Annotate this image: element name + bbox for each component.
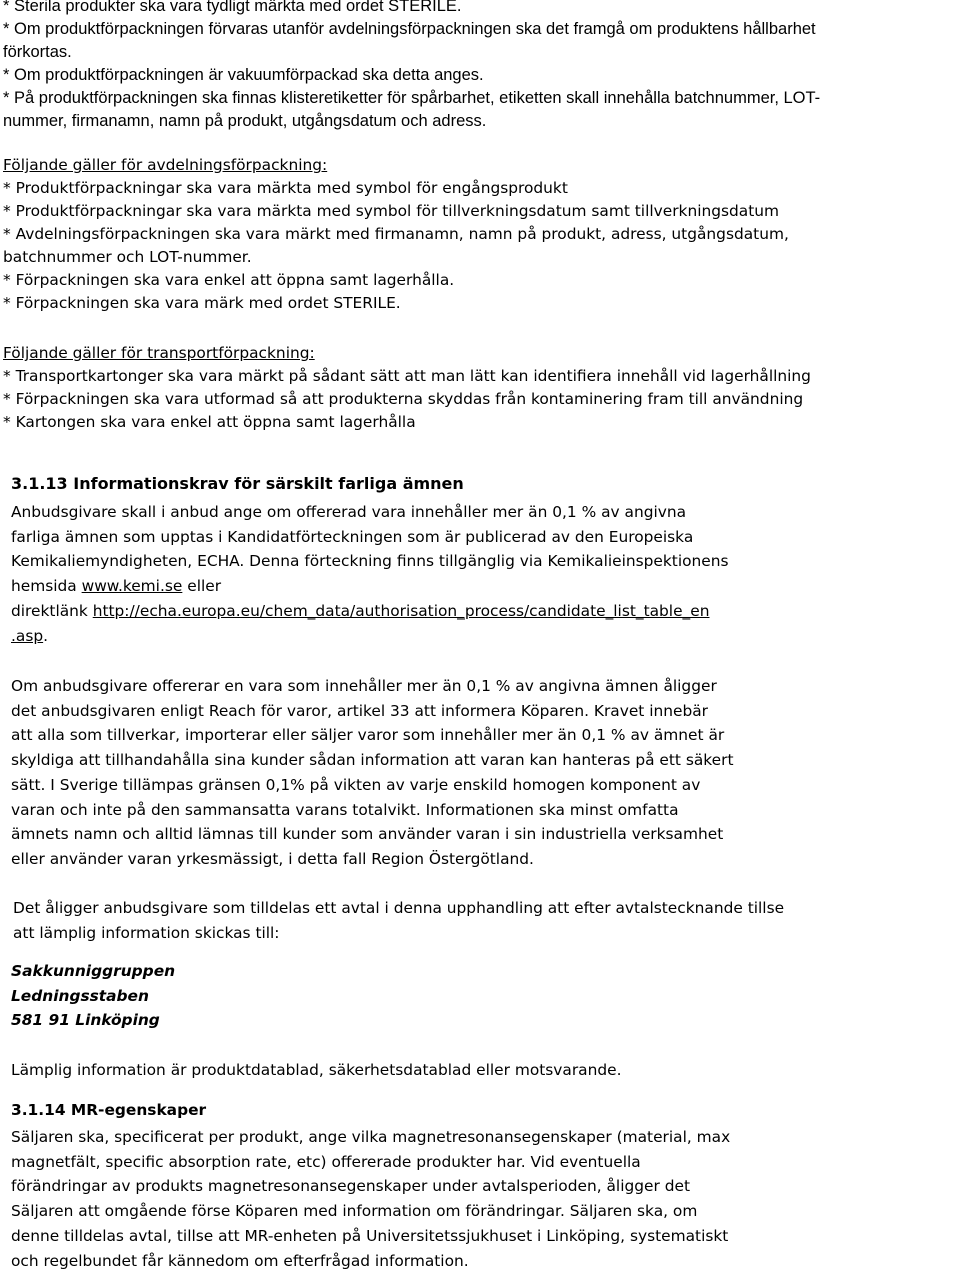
list-item: * Sterila produkter ska vara tydligt märkta med ordet STERILE. bbox=[3, 0, 462, 15]
list-item: * Förpackningen ska vara utformad så att produkterna skyddas från kontaminering fram till användning bbox=[3, 390, 804, 408]
echa-link[interactable]: http://echa.europa.eu/chem_data/authorisation_process/candidate_list_table_en bbox=[92, 601, 710, 620]
list-item: * Om produktförpackningen är vakuumförpackad ska detta anges. bbox=[3, 66, 484, 84]
recipient-address bbox=[11, 959, 175, 1033]
section-3114-heading: 3.1.14 MR-egenskaper bbox=[11, 1101, 207, 1119]
paragraph-line: farliga ämnen som upptas i Kandidatförteckningen som är publicerad av den Europeiska bbox=[11, 527, 694, 546]
paragraph-line: det anbudsgivaren enligt Reach för varor, artikel 33 att informera Köparen. Kravet innebär bbox=[11, 701, 708, 720]
paragraph-line bbox=[11, 599, 729, 624]
text: eller bbox=[182, 577, 222, 596]
packaging-requirements-list bbox=[3, 0, 820, 133]
paragraph-line: förändringar av produkts magnetresonansegenskaper under avtalsperioden, åligger det bbox=[11, 1177, 690, 1196]
section-3113-paragraph-2 bbox=[11, 674, 734, 872]
paragraph-line: sätt. I Sverige tillämpas gränsen 0,1% på vikten av varje enskild homogen komponent av bbox=[11, 775, 701, 794]
paragraph-line: denne tilldelas avtal, tillse att MR-enheten på Universitetssjukhuset i Linköping, systematiskt bbox=[11, 1226, 729, 1245]
echa-link-continued[interactable]: .asp bbox=[11, 626, 44, 645]
section-heading: Följande gäller för avdelningsförpackning: bbox=[3, 156, 328, 174]
list-item: * Avdelningsförpackningen ska vara märkt med firmanamn, namn på produkt, adress, utgångsdatum, bbox=[3, 225, 789, 243]
section-heading: Följande gäller för transportförpackning: bbox=[3, 344, 315, 362]
text: direktlänk bbox=[11, 601, 93, 620]
paragraph-line bbox=[11, 624, 729, 649]
list-item: förkortas. bbox=[3, 43, 72, 61]
paragraph-line: Kemikaliemyndigheten, ECHA. Denna förteckning finns tillgänglig via Kemikalieinspektionens bbox=[11, 552, 729, 571]
address-line: 581 91 Linköping bbox=[11, 1011, 160, 1030]
paragraph-line: Det åligger anbudsgivare som tilldelas ett avtal i denna upphandling att efter avtalstecknande tillse bbox=[13, 899, 785, 917]
list-item: batchnummer och LOT-nummer. bbox=[3, 248, 252, 266]
paragraph-line: och regelbundet får kännedom om efterfrågad information. bbox=[11, 1251, 469, 1270]
list-item: nummer, firmanamn, namn på produkt, utgångsdatum och adress. bbox=[3, 112, 487, 130]
section-3113-paragraph-1 bbox=[11, 500, 729, 648]
paragraph-line: Anbudsgivare skall i anbud ange om offererad vara innehåller mer än 0,1 % av angivna bbox=[11, 503, 687, 521]
paragraph-line: Säljaren att omgående förse Köparen med information om förändringar. Säljaren ska, om bbox=[11, 1202, 698, 1221]
list-item: * Transportkartonger ska vara märkt på sådant sätt att man lätt kan identifiera innehåll vid lagerhållning bbox=[3, 367, 811, 385]
paragraph-line: att alla som tillverkar, importerar eller säljer varor som innehåller mer än 0,1 % av ämnet är bbox=[11, 726, 725, 745]
kemi-link[interactable]: www.kemi.se bbox=[81, 577, 183, 596]
list-item: * Om produktförpackningen förvaras utanför avdelningsförpackningen ska det framgå om produktens hållbarhet bbox=[3, 20, 816, 38]
section-3113-paragraph-3 bbox=[13, 896, 784, 945]
paragraph-line: att lämplig information skickas till: bbox=[13, 923, 280, 942]
list-item: * Förpackningen ska vara märk med ordet STERILE. bbox=[3, 294, 401, 312]
paragraph-line: eller använder varan yrkesmässigt, i detta fall Region Östergötland. bbox=[11, 849, 534, 868]
paragraph-line: skyldiga att tillhandahålla sina kunder sådan information att varan kan hanteras på ett säkert bbox=[11, 751, 734, 770]
paragraph-line: Om anbudsgivare offererar en vara som innehåller mer än 0,1 % av angivna ämnen åligger bbox=[11, 677, 717, 695]
section-3114-paragraph bbox=[11, 1125, 730, 1273]
list-item: * Produktförpackningar ska vara märkta med symbol för engångsprodukt bbox=[3, 179, 568, 197]
paragraph-line bbox=[11, 574, 729, 599]
section-3113-paragraph-4: Lämplig information är produktdatablad, säkerhetsdatablad eller motsvarande. bbox=[11, 1061, 622, 1079]
paragraph-line: varan och inte på den sammansatta varans totalvikt. Informationen ska minst omfatta bbox=[11, 800, 679, 819]
paragraph-line: Säljaren ska, specificerat per produkt, ange vilka magnetresonansegenskaper (material, max bbox=[11, 1128, 731, 1146]
address-line: Sakkunniggruppen bbox=[11, 962, 176, 980]
paragraph-line: magnetfält, specific absorption rate, etc) offererade produkter har. Vid eventuella bbox=[11, 1152, 641, 1171]
text: . bbox=[43, 626, 49, 645]
text: hemsida bbox=[11, 577, 82, 596]
transport-packaging-section bbox=[3, 342, 811, 434]
list-item: * Förpackningen ska vara enkel att öppna samt lagerhålla. bbox=[3, 271, 455, 289]
address-line: Ledningsstaben bbox=[11, 986, 149, 1005]
list-item: * På produktförpackningen ska finnas klisteretiketter för spårbarhet, etiketten skall innehålla batchnummer, LOT- bbox=[3, 89, 821, 107]
list-item: * Produktförpackningar ska vara märkta med symbol för tillverkningsdatum samt tillverkningsdatum bbox=[3, 202, 779, 220]
section-3113-heading: 3.1.13 Informationskrav för särskilt farliga ämnen bbox=[11, 474, 464, 493]
paragraph-line: ämnets namn och alltid lämnas till kunder som använder varan i sin industriella verksamhet bbox=[11, 825, 724, 844]
list-item: * Kartongen ska vara enkel att öppna samt lagerhålla bbox=[3, 413, 416, 431]
department-packaging-section bbox=[3, 154, 789, 315]
